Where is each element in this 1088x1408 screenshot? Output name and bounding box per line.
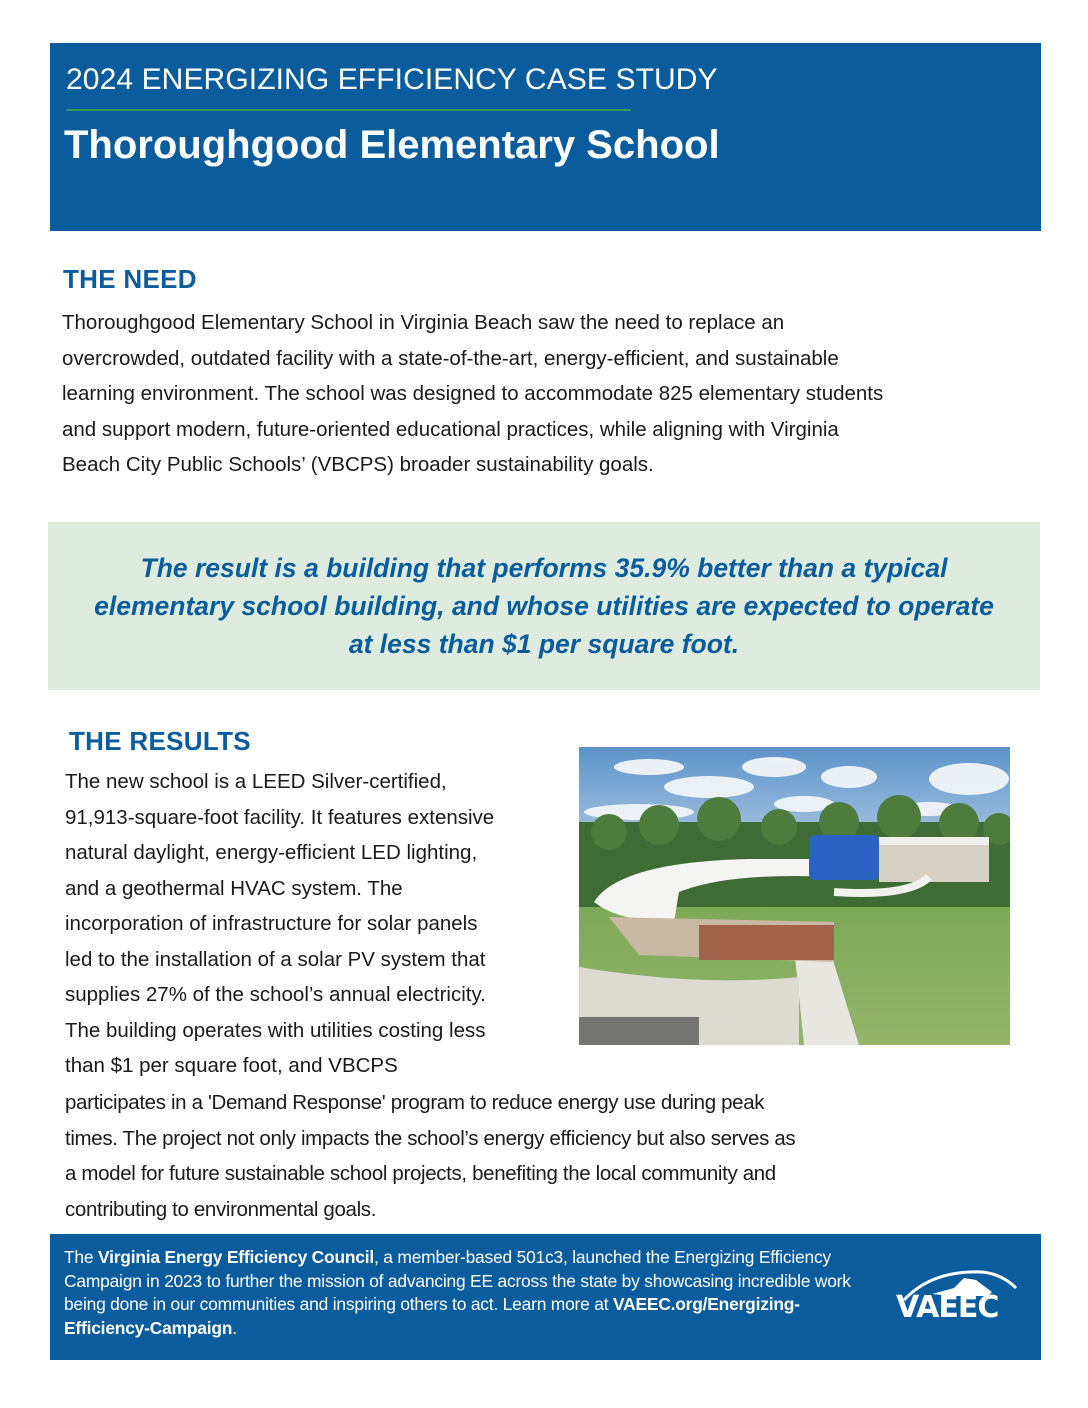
need-line: Beach City Public Schools’ (VBCPS) broader sustainability goals. bbox=[62, 453, 654, 476]
blue-rotunda bbox=[809, 835, 879, 880]
page-title: Thoroughgood Elementary School bbox=[64, 123, 720, 167]
case-study-kicker: 2024 ENERGIZING EFFICIENCY CASE STUDY bbox=[66, 63, 718, 96]
header-banner bbox=[50, 43, 1041, 231]
results-paragraph-full-width bbox=[65, 1085, 965, 1227]
need-line: learning environment. The school was designed to accommodate 825 elementary students bbox=[62, 382, 884, 405]
results-line: times. The project not only impacts the school’s energy efficiency but also serves as bbox=[65, 1126, 796, 1150]
org-name: Virginia Energy Efficiency Council bbox=[98, 1247, 375, 1267]
callout-text bbox=[64, 549, 1024, 663]
rear-roof bbox=[879, 837, 989, 845]
callout-line: elementary school building, and whose utilities are expected to operate bbox=[94, 591, 994, 621]
footer-text bbox=[64, 1246, 884, 1340]
footer-text-part: The bbox=[64, 1247, 98, 1267]
results-line: a model for future sustainable school projects, benefiting the local community and bbox=[65, 1162, 776, 1185]
vaeec-logo bbox=[892, 1264, 1022, 1334]
result-callout bbox=[48, 522, 1040, 690]
footer-text-part: , a member-based 501c3, launched the Energizing Efficiency Campaign in 2023 to further the mission of advancing EE across the state by showcasing incredible work being done in our communities and inspiring others to act. Learn more at bbox=[64, 1247, 851, 1314]
logo-wordmark: VAEEC bbox=[896, 1290, 999, 1325]
results-line: than $1 per square foot, and VBCPS bbox=[65, 1054, 398, 1077]
header-divider bbox=[66, 109, 631, 111]
results-line: incorporation of infrastructure for solar panels bbox=[65, 912, 478, 935]
footer-banner bbox=[50, 1234, 1041, 1360]
need-line: and support modern, future-oriented educational practices, while aligning with Virginia bbox=[62, 417, 839, 441]
footer-text-part: . bbox=[232, 1317, 237, 1338]
callout-line: The result is a building that performs 35.9% better than a typical bbox=[140, 553, 948, 583]
results-line: 91,913-square-foot facility. It features extensive bbox=[65, 805, 495, 829]
brick-wing bbox=[699, 925, 834, 960]
results-line: natural daylight, energy-efficient LED lighting, bbox=[65, 841, 478, 864]
results-line: and a geothermal HVAC system. The bbox=[65, 876, 403, 900]
need-paragraph bbox=[62, 305, 1032, 483]
rear-building bbox=[879, 842, 989, 882]
results-heading: THE RESULTS bbox=[69, 726, 251, 756]
need-heading: THE NEED bbox=[63, 264, 197, 294]
callout-line: at less than $1 per square foot. bbox=[348, 629, 740, 659]
school-aerial-photo bbox=[579, 747, 1010, 1045]
results-line: The building operates with utilities costing less bbox=[65, 1018, 486, 1042]
results-line: The new school is a LEED Silver-certified, bbox=[65, 770, 447, 793]
results-line: contributing to environmental goals. bbox=[65, 1197, 377, 1221]
results-paragraph-beside-photo bbox=[65, 764, 570, 1084]
need-line: overcrowded, outdated facility with a state-of-the-art, energy-efficient, and sustainable bbox=[62, 346, 839, 370]
need-line: Thoroughgood Elementary School in Virginia Beach saw the need to replace an bbox=[62, 311, 785, 334]
results-line: supplies 27% of the school’s annual electricity. bbox=[65, 983, 486, 1006]
road bbox=[579, 1017, 699, 1045]
campaign-link[interactable]: VAEEC.org/Energizing-Efficiency-Campaign bbox=[64, 1294, 800, 1338]
results-line: participates in a 'Demand Response' program to reduce energy use during peak bbox=[65, 1091, 765, 1114]
results-line: led to the installation of a solar PV system that bbox=[65, 947, 486, 971]
